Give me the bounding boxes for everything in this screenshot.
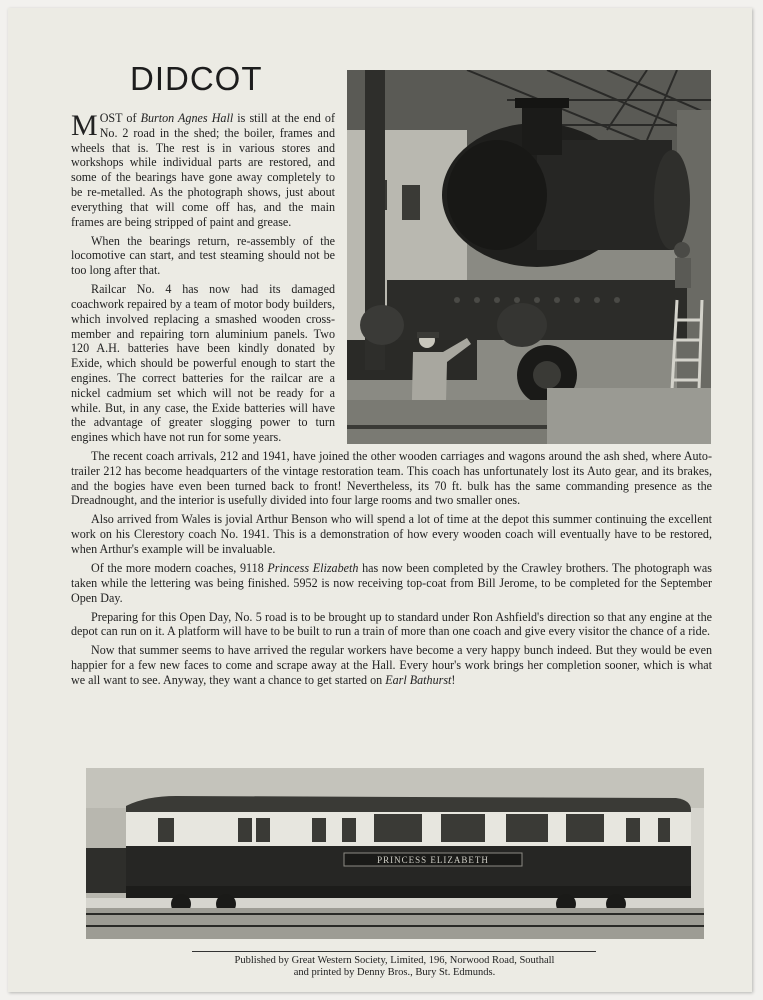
footer-rule	[192, 951, 596, 952]
paragraph-7: Preparing for this Open Day, No. 5 road is to be brought up to standard under Ron Ashfield's direction so that any engine at the depot can run on it. A platform will have to be built to run a train of more than one coach and give every visitor the chance of a ride.	[71, 609, 712, 639]
paragraph-1: MOST of Burton Agnes Hall is still at the end of No. 2 road in the shed; the boiler, frames and wheels that is. The rest is in various stores and workshops while individual parts are restored, and some of the bearings have gone away completely to be re-metalled. As the photograph shows, just about everything that will come off has, and the main frames are being stripped of paint and grease.	[71, 109, 335, 229]
paragraph-3: Railcar No. 4 has now had its damaged coachwork repaired by a team of motor body builders, which involved replacing a smashed wooden cross-member and repairing torn aluminium panels. Two 120 A.H. batteries have been kindly donated by Exide, which should be powerful enough to start the engines. The correct batteries for the railcar are a nickel cadmium set which will not be ready for a while. But, in any case, the Exide batteries will have the advantage of greater slogging power to turn engines which have not run for some years.	[71, 282, 335, 445]
footer-line-1: Published by Great Western Society, Limited, 196, Norwood Road, Southall	[234, 955, 555, 966]
publisher-footer	[158, 955, 631, 979]
paragraph-2: When the bearings return, re-assembly of the locomotive can start, and test steaming should not be too long after that.	[71, 233, 335, 278]
page-title: DIDCOT	[130, 60, 263, 97]
coach-photo	[86, 768, 704, 939]
locomotive-photo	[347, 70, 711, 444]
paragraph-6: Of the more modern coaches, 9118 Princess Elizabeth has now been completed by the Crawley brothers. The photograph was taken while the lettering was being finished. 5952 is now receiving top-coat from Bill Jerome, to be completed for the September Open Day.	[71, 561, 712, 605]
coach-nameboard: PRINCESS ELIZABETH	[377, 855, 489, 865]
footer-line-2: and printed by Denny Bros., Bury St. Edmunds.	[293, 967, 496, 978]
paragraph-4: The recent coach arrivals, 212 and 1941, have joined the other wooden carriages and wagons around the ash shed, where Auto-trailer 212 has become headquarters of the vintage restoration team. This coach has unfortunately lost its Auto gear, and its brakes, and the bogies have even been turned back to front! Nevertheless, its 70 ft. bulk has the same commanding presence as the Dreadnought, and the interior is usefully divided into four large rooms and two smaller ones.	[71, 449, 712, 508]
article-body	[71, 111, 712, 692]
paragraph-5: Also arrived from Wales is jovial Arthur Benson who will spend a lot of time at the depot this summer continuing the excellent work on his Clerestory coach No. 1941. This is a demonstration of how every wooden coach will eventually have to be restored, when Arthur's example will be invaluable.	[71, 512, 712, 557]
drop-cap: M	[71, 109, 98, 142]
page-sheet	[8, 8, 752, 992]
paragraph-8: Now that summer seems to have arrived the regular workers have become a very happy bunch indeed. But they would be even happier for a few new faces to come and scrape away at the Hall. Every hour's work brings her completion sooner, which is what we all want to see. Anyway, they want a chance to get started on Earl Bathurst!	[71, 643, 712, 687]
